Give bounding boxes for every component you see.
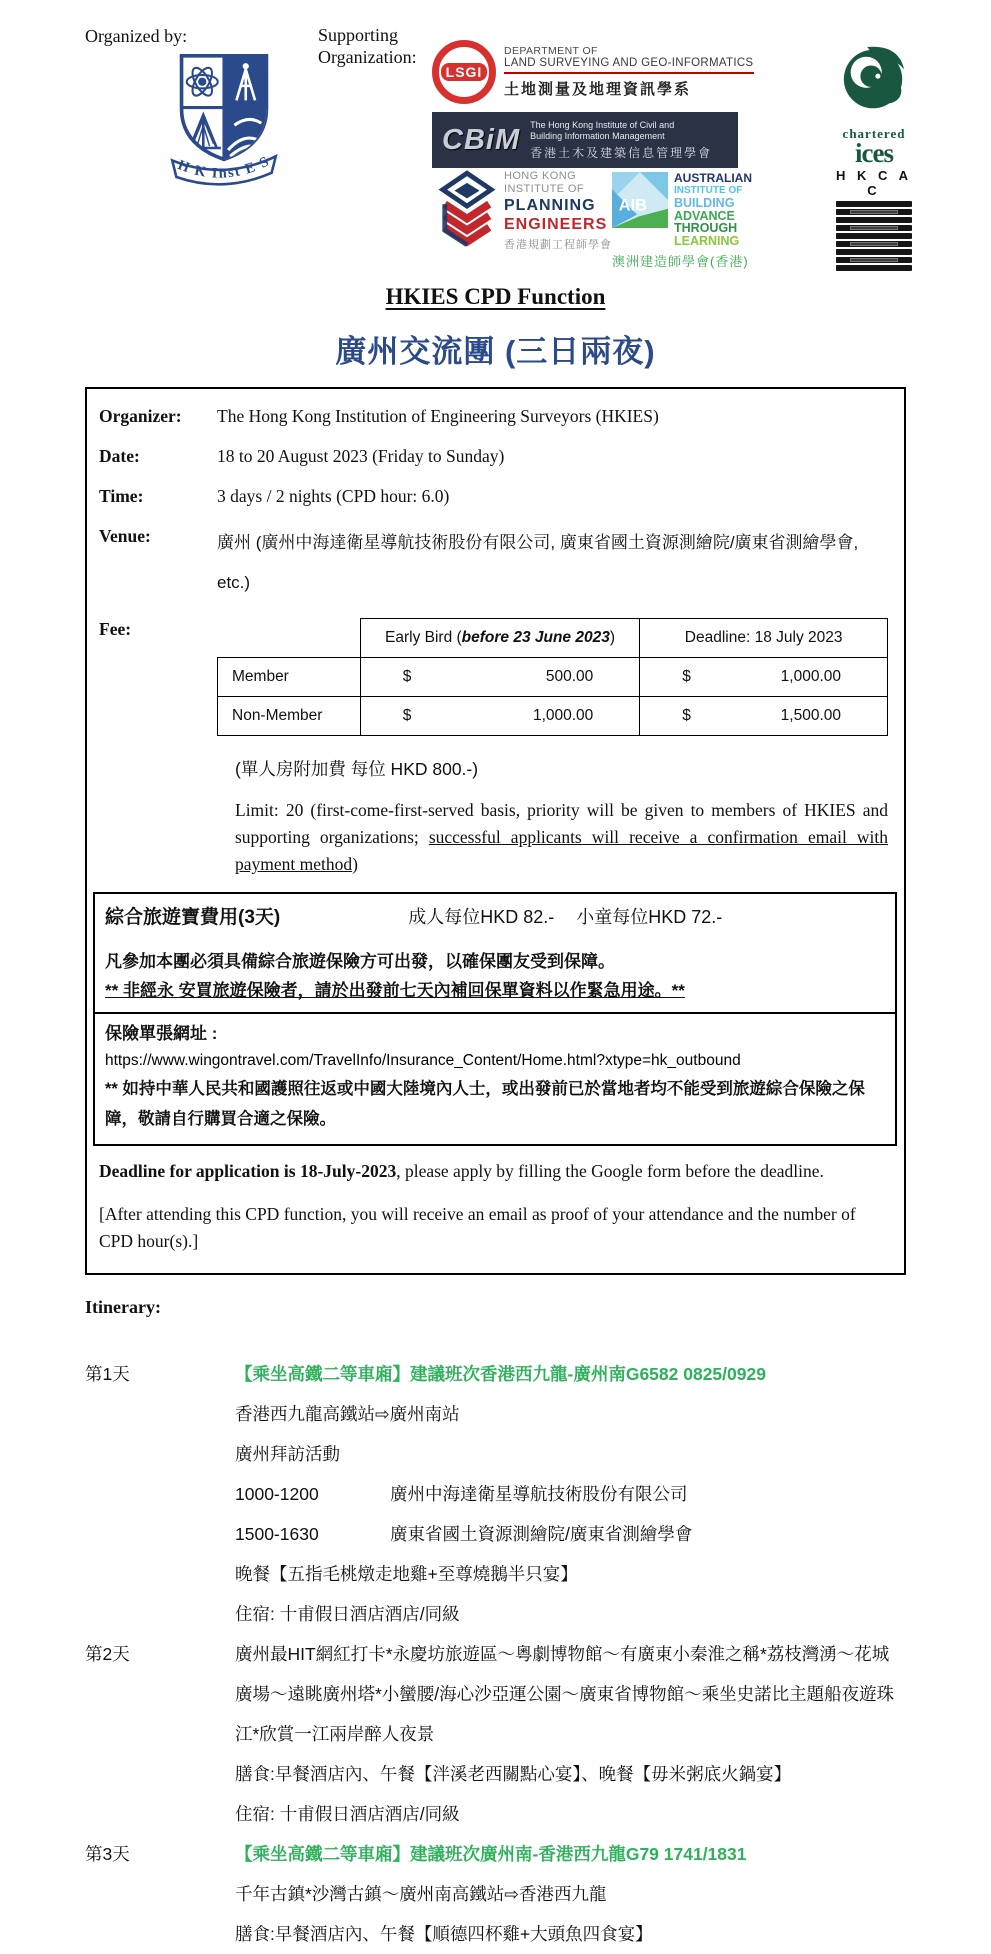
- lsgi-dept-line2: LAND SURVEYING AND GEO-INFORMATICS: [504, 57, 754, 69]
- hkpe-line2: INSTITUTE OF: [504, 183, 584, 195]
- fee-member-type-cell: Non-Member: [218, 697, 361, 736]
- limit-suffix: ): [352, 854, 358, 874]
- aib-logo: [612, 172, 752, 270]
- itinerary-line: 1500-1630 廣東省國土資源測繪院/廣東省測繪學會: [235, 1514, 906, 1554]
- hkpe-line1: HONG KONG: [504, 170, 577, 182]
- itinerary-train-line: 【乘坐高鐵二等車廂】建議班次廣州南-香港西九龍G79 1741/1831: [235, 1844, 747, 1864]
- cbim-abbr: CBiM: [442, 123, 521, 156]
- fee-early-bird-cell: $ 1,000.00: [360, 697, 640, 736]
- venue-label: Venue:: [99, 526, 151, 546]
- cpd-note: [After attending this CPD function, you will receive an email as proof of your attendance and the number of CPD hour(s).]: [99, 1204, 856, 1251]
- itinerary-line: 1000-1200 廣州中海達衛星導航技術股份有限公司: [235, 1474, 906, 1514]
- aib-line1: AUSTRALIAN: [674, 171, 752, 185]
- insurance-header: [105, 902, 885, 929]
- aib-square-icon: [612, 172, 668, 228]
- fee-early-bird-cell: $ 500.00: [360, 658, 640, 697]
- time-row: [99, 483, 888, 510]
- svg-text:AIB: AIB: [618, 196, 648, 215]
- fee-label: Fee:: [99, 619, 132, 639]
- insurance-price-child: 小童每位HKD 72.-: [576, 907, 723, 927]
- ices-chartered: chartered: [842, 126, 906, 141]
- lsgi-dept-zh: 土地測量及地理資訊學系: [504, 81, 692, 98]
- itinerary-line: 千年古鎮*沙灣古鎮～廣州南高鐵站⇨香港西九龍: [235, 1884, 607, 1904]
- itinerary-line: 香港西九龍高鐵站⇨廣州南站: [235, 1404, 460, 1424]
- fee-header-early-bird: Early Bird (before 23 June 2023): [360, 619, 640, 658]
- itinerary-day-row: [85, 1354, 906, 1634]
- insurance-url-link[interactable]: https://www.wingontravel.com/TravelInfo/Insurance_Content/Home.html?xtype=hk_outbound: [105, 1052, 741, 1069]
- fee-table: [217, 618, 888, 736]
- application-deadline-bold: Deadline for application is 18-July-2023: [99, 1161, 397, 1181]
- insurance-line1: 凡參加本團必須具備綜合旅遊保險方可出發，以確保團友受到保障。: [105, 952, 615, 971]
- organizer-value: The Hong Kong Institution of Engineering Surveyors (HKIES): [217, 406, 659, 426]
- fee-table-header-row: [218, 619, 888, 658]
- lsgi-dept-line1: DEPARTMENT OF: [504, 45, 598, 57]
- itinerary-time: 1000-1200: [235, 1484, 319, 1504]
- insurance-box: [93, 892, 897, 1146]
- hkies-logo: [166, 50, 282, 193]
- itinerary-line: 廣州最HIT網紅打卡*永慶坊旅遊區～粵劇博物館～有廣東小秦淮之稱*荔枝灣湧～花城廣場～遠眺廣州塔*小蠻腰/海心沙亞運公園～廣東省博物館～乘坐史諾比主題船夜遊珠江*欣賞一江兩岸醉人夜景: [235, 1644, 895, 1744]
- itinerary-train-line: 【乘坐高鐵二等車廂】建議班次香港西九龍-廣州南G6582 0825/0929: [235, 1364, 766, 1384]
- hkies-banner-text: H K Inst E S: [175, 153, 273, 182]
- organizer-row: [99, 403, 888, 430]
- time-label: Time:: [99, 486, 144, 506]
- fee-header-blank-cell: [218, 619, 361, 658]
- itinerary-line: 廣州拜訪活動: [235, 1444, 340, 1464]
- itinerary-day-row: [85, 1634, 906, 1834]
- hkcac-bricks-icon: [836, 201, 912, 271]
- header: [0, 0, 991, 269]
- itinerary-line: 膳食:早餐酒店內、午餐【順德四杯雞+大頭魚四食宴】: [235, 1924, 653, 1944]
- itinerary-day-label: 第2天: [85, 1644, 130, 1664]
- insurance-line4: ** 如持中華人民共和國護照往返或中國大陸境內人士，或出發前已於當地者均不能受到旅遊綜合保險之保障，敬請自行購買合適之保險。: [105, 1080, 865, 1128]
- hkpe-zh: 香港規劃工程師學會: [504, 239, 612, 251]
- venue-value: 廣州 (廣州中海達衛星導航技術股份有限公司, 廣東省國土資源測繪院/廣東省測繪學會, etc.): [217, 533, 859, 592]
- itinerary-day-label: 第3天: [85, 1844, 130, 1864]
- supporting-organization-label: Supporting Organization:: [318, 25, 417, 67]
- cbim-line2: Building Information Management: [530, 130, 665, 141]
- fee-table-row: [218, 697, 888, 736]
- itinerary-line: 晚餐【五指毛桃燉走地雞+至尊燒鵝半只宴】: [235, 1564, 578, 1584]
- itinerary-line: 住宿: 十甫假日酒店酒店/同級: [235, 1804, 460, 1824]
- hkcac-title: H K C A C: [836, 168, 912, 198]
- hkpe-engineers: ENGINEERS: [504, 216, 608, 233]
- aib-line4: ADVANCE: [674, 208, 735, 223]
- fee-row: [99, 616, 888, 742]
- page-title-zh: 廣州交流團 (三日兩夜): [335, 334, 656, 369]
- itinerary-day-row: [85, 1834, 906, 1954]
- itinerary-day-content: [235, 1354, 906, 1634]
- limit-prefix: Limit: 20 (first-come-first-served basis, priority will be given to members of HKIES and supporting organizations;: [235, 800, 888, 847]
- itinerary-time: 1500-1630: [235, 1524, 319, 1544]
- application-deadline-rest: , please apply by filling the Google form before the deadline.: [396, 1161, 824, 1181]
- application-deadline: [99, 1158, 888, 1185]
- itinerary-line: 住宿: 十甫假日酒店酒店/同級: [235, 1604, 460, 1624]
- venue-row: [99, 523, 888, 603]
- aib-line3: BUILDING: [674, 196, 735, 210]
- ices-ices: ices: [855, 138, 893, 168]
- insurance-title: 綜合旅遊寶費用(3天): [105, 907, 281, 928]
- fee-header-deadline: Deadline: 18 July 2023: [640, 619, 888, 658]
- lsgi-rule: [504, 72, 754, 74]
- insurance-prices: [408, 903, 722, 929]
- time-value: 3 days / 2 nights (CPD hour: 6.0): [217, 486, 450, 506]
- itinerary-day-content: [235, 1634, 906, 1834]
- fee-deadline-cell: $ 1,000.00: [640, 658, 888, 697]
- cbim-logo: [432, 112, 738, 168]
- insurance-price-adult: 成人每位HKD 82.-: [408, 907, 555, 927]
- limit-underlined: successful applicants will receive a confirmation email with payment method: [235, 827, 888, 874]
- lsgi-logo: [432, 40, 754, 104]
- insurance-url-label: 保險單張網址 :: [105, 1024, 218, 1043]
- limit-note: [235, 797, 888, 878]
- details-box: [85, 387, 906, 1275]
- cbim-line1: The Hong Kong Institute of Civil and: [530, 119, 675, 130]
- ices-logo: [834, 46, 914, 168]
- itinerary-line: 膳食:早餐酒店內、午餐【泮溪老西關點心宴】、晚餐【毋米粥底火鍋宴】: [235, 1764, 792, 1784]
- aib-line2: INSTITUTE OF: [674, 184, 743, 196]
- hkies-shield-icon: [166, 50, 282, 188]
- lsgi-circle-icon: [432, 40, 496, 104]
- organized-by-label: Organized by:: [85, 26, 188, 46]
- lsgi-abbr: LSGI: [441, 63, 488, 81]
- page-title-en: HKIES CPD Function: [385, 284, 606, 309]
- fee-deadline-cell: $ 1,500.00: [640, 697, 888, 736]
- cbim-zh: 香港土木及建築信息管理學會: [530, 145, 713, 160]
- aib-zh: 澳洲建造師學會(香港): [612, 254, 749, 269]
- date-label: Date:: [99, 446, 140, 466]
- hkcac-logo: [836, 168, 912, 271]
- single-room-note: (單人房附加費 每位 HKD 800.-): [235, 759, 479, 779]
- organizer-label: Organizer:: [99, 406, 182, 426]
- date-row: [99, 443, 888, 470]
- itinerary-days: [85, 1354, 906, 1954]
- itinerary-day-content: [235, 1834, 906, 1954]
- hkpe-logo: [438, 170, 612, 252]
- date-value: 18 to 20 August 2023 (Friday to Sunday): [217, 446, 505, 466]
- itinerary-day-label: 第1天: [85, 1364, 130, 1384]
- fee-member-type-cell: Member: [218, 658, 361, 697]
- aib-line5: THROUGH: [674, 221, 738, 235]
- itinerary-heading: Itinerary:: [85, 1297, 161, 1317]
- aib-line6: LEARNING: [674, 233, 740, 248]
- hkpe-planning: PLANNING: [504, 197, 596, 214]
- fee-table-body: [218, 619, 888, 736]
- ices-eagle-icon: [838, 46, 910, 120]
- fee-table-row: [218, 658, 888, 697]
- insurance-line2: ** 非經永 安買旅遊保險者，請於出發前七天內補回保單資料以作緊急用途。**: [95, 976, 895, 1014]
- hkpe-diamond-icon: [438, 170, 496, 248]
